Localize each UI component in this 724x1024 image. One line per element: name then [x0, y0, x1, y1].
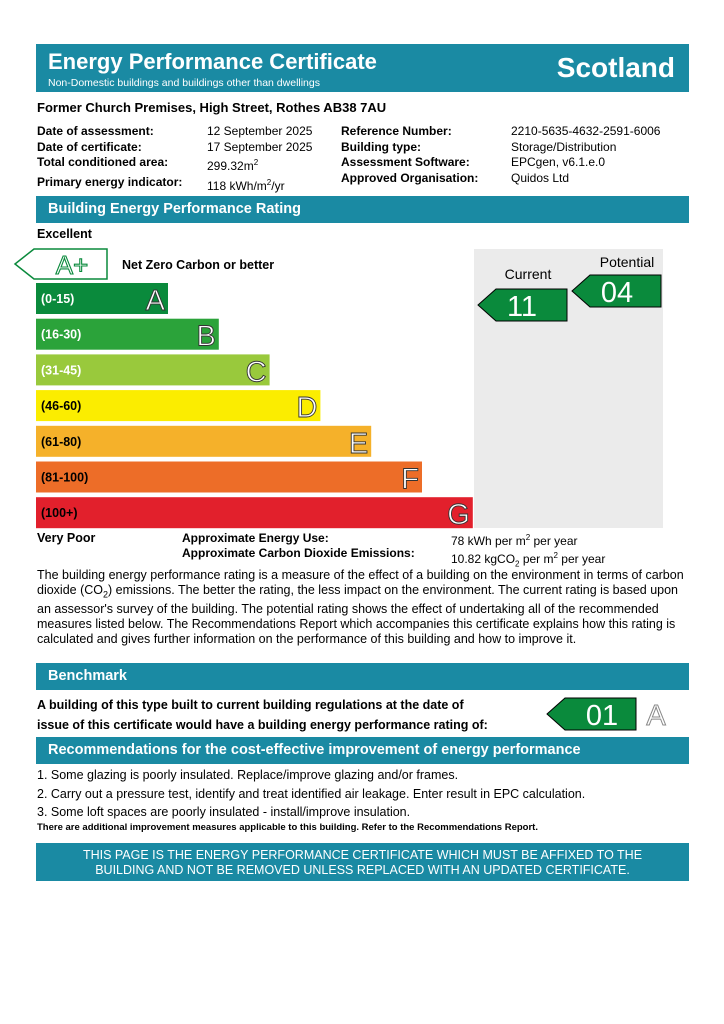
rating-chart	[0, 240, 724, 540]
benchmark-rating	[540, 694, 674, 734]
band-range: (61-80)	[41, 434, 82, 449]
benchmark-value: 01	[585, 700, 619, 732]
recommendations-list	[37, 766, 692, 822]
footer-line: BUILDING AND NOT BE REMOVED UNLESS REPLACED WITH AN UPDATED CERTIFICATE.	[95, 862, 630, 877]
rating-band-d	[36, 390, 320, 424]
current-label: Current	[504, 266, 552, 282]
aplus-arrow	[15, 249, 107, 280]
rating-description: The building energy performance rating is a measure of the effect of a building on the environment in terms of carbon dioxide $(CO_2)$ emissions. The better the rating, the less impact on the environment. The current rating is based upon an assessor's survey of the building. The potential rating shows the effect of undertaking all of the recommended measures listed below. The Recommendations Report which accompanies this certificate explains how this rating is calculated and gives further information on the performance of this building and how to improve it.	[37, 568, 684, 646]
approx-values	[451, 531, 605, 571]
current-rating-value: 11	[506, 291, 538, 323]
certificate-title: Energy Performance Certificate	[48, 49, 377, 74]
detail-label: Reference Number:	[341, 124, 452, 138]
list-item: 3. Some loft spaces are poorly insulated - install/improve insulation.	[37, 805, 411, 819]
details-left	[37, 124, 337, 194]
aplus-letter: A+	[55, 250, 89, 280]
rating-band-c	[36, 354, 270, 388]
benchmark-text	[37, 695, 488, 735]
band-bar	[36, 497, 473, 528]
benchmark-letter: A	[646, 700, 666, 732]
detail-label: Date of assessment:	[37, 124, 154, 138]
detail-label: Primary energy indicator:	[37, 174, 183, 189]
certificate-subtitle: Non-Domestic buildings and buildings other than dwellings	[48, 77, 320, 89]
band-range: (16-30)	[41, 327, 82, 342]
approx-labels	[182, 531, 415, 560]
rating-band-b	[36, 319, 219, 353]
benchmark-section-title: Benchmark	[36, 663, 689, 690]
potential-rating-value: 04	[600, 277, 634, 309]
list-item: 1. Some glazing is poorly insulated. Replace/improve glazing and/or frames.	[37, 768, 459, 782]
detail-value: 2210-5635-4632-2591-6006	[511, 124, 661, 138]
rating-band-f	[36, 462, 422, 496]
band-range: (31-45)	[41, 363, 82, 378]
detail-value: Quidos Ltd	[511, 170, 570, 185]
footer-notice	[36, 843, 689, 881]
emissions-value: 10.82 kgCO$_2$ per $m^2$ per year	[451, 550, 606, 568]
band-letter: B	[196, 320, 216, 353]
detail-row	[341, 140, 691, 156]
detail-row	[37, 155, 337, 175]
energy-use-value: 78 kWh per $m^2$ per year	[451, 533, 578, 548]
band-letter: D	[296, 392, 318, 425]
detail-label: Date of certificate:	[37, 139, 142, 154]
band-bar	[36, 426, 371, 457]
rating-section-title: Building Energy Performance Rating	[36, 196, 689, 223]
band-letter: A	[145, 285, 165, 317]
excellent-label: Excellent	[37, 227, 92, 241]
band-letter: G	[447, 499, 470, 532]
emissions-label: Approximate Carbon Dioxide Emissions:	[182, 545, 415, 560]
certificate-header	[36, 44, 689, 92]
band-letter: E	[348, 427, 369, 460]
detail-label: Approved Organisation:	[341, 170, 479, 185]
property-address: Former Church Premises, High Street, Rothes AB38 7AU	[37, 100, 387, 115]
potential-label: Potential	[599, 254, 655, 270]
footer-line: THIS PAGE IS THE ENERGY PERFORMANCE CERTIFICATE WHICH MUST BE AFFIXED TO THE	[82, 848, 643, 862]
rating-band-e	[36, 426, 371, 460]
detail-value: 12 September 2025	[207, 124, 313, 138]
band-letter: C	[245, 356, 267, 389]
rating-band-g	[36, 497, 473, 531]
energy-use-label: Approximate Energy Use:	[182, 531, 329, 545]
net-zero-label: Net Zero Carbon or better	[122, 258, 275, 272]
detail-value: Storage/Distribution	[511, 139, 617, 154]
benchmark-line: A building of this type built to current building regulations at the date of	[37, 698, 464, 712]
band-letter: F	[401, 463, 419, 496]
detail-value: 17 September 2025	[207, 139, 313, 154]
details-right	[341, 124, 691, 186]
very-poor-label: Very Poor	[37, 531, 96, 545]
detail-label: Assessment Software:	[341, 155, 470, 169]
band-range: (100+)	[41, 506, 78, 521]
detail-row	[37, 140, 337, 156]
detail-value: EPCgen, v6.1.e.0	[511, 155, 606, 169]
detail-row	[341, 171, 691, 187]
detail-row	[341, 155, 691, 171]
detail-row	[37, 175, 337, 195]
recommendations-note: There are additional improvement measures applicable to this building. Refer to the Recommendations Report.	[37, 822, 538, 833]
detail-value: 118 kWh/$m^2/yr$	[207, 177, 285, 193]
band-range: (81-100)	[41, 470, 89, 485]
band-range: (46-60)	[41, 399, 82, 414]
band-range: (0-15)	[41, 292, 75, 306]
detail-row	[341, 124, 691, 140]
band-bar	[36, 462, 422, 493]
country-name: Scotland	[556, 52, 675, 83]
detail-label: Total conditioned area:	[37, 155, 169, 169]
recommendations-section-title: Recommendations for the cost-effective improvement of energy performance	[36, 737, 689, 764]
detail-value: $299.32m^2$	[207, 158, 259, 173]
detail-label: Building type:	[341, 139, 421, 154]
list-item: 2. Carry out a pressure test, identify and treat identified air leakage. Enter result in EPC calculation.	[37, 786, 586, 801]
detail-row	[37, 124, 337, 140]
rating-band-a	[36, 283, 168, 317]
benchmark-line: issue of this certificate would have a building energy performance rating of:	[37, 718, 488, 732]
